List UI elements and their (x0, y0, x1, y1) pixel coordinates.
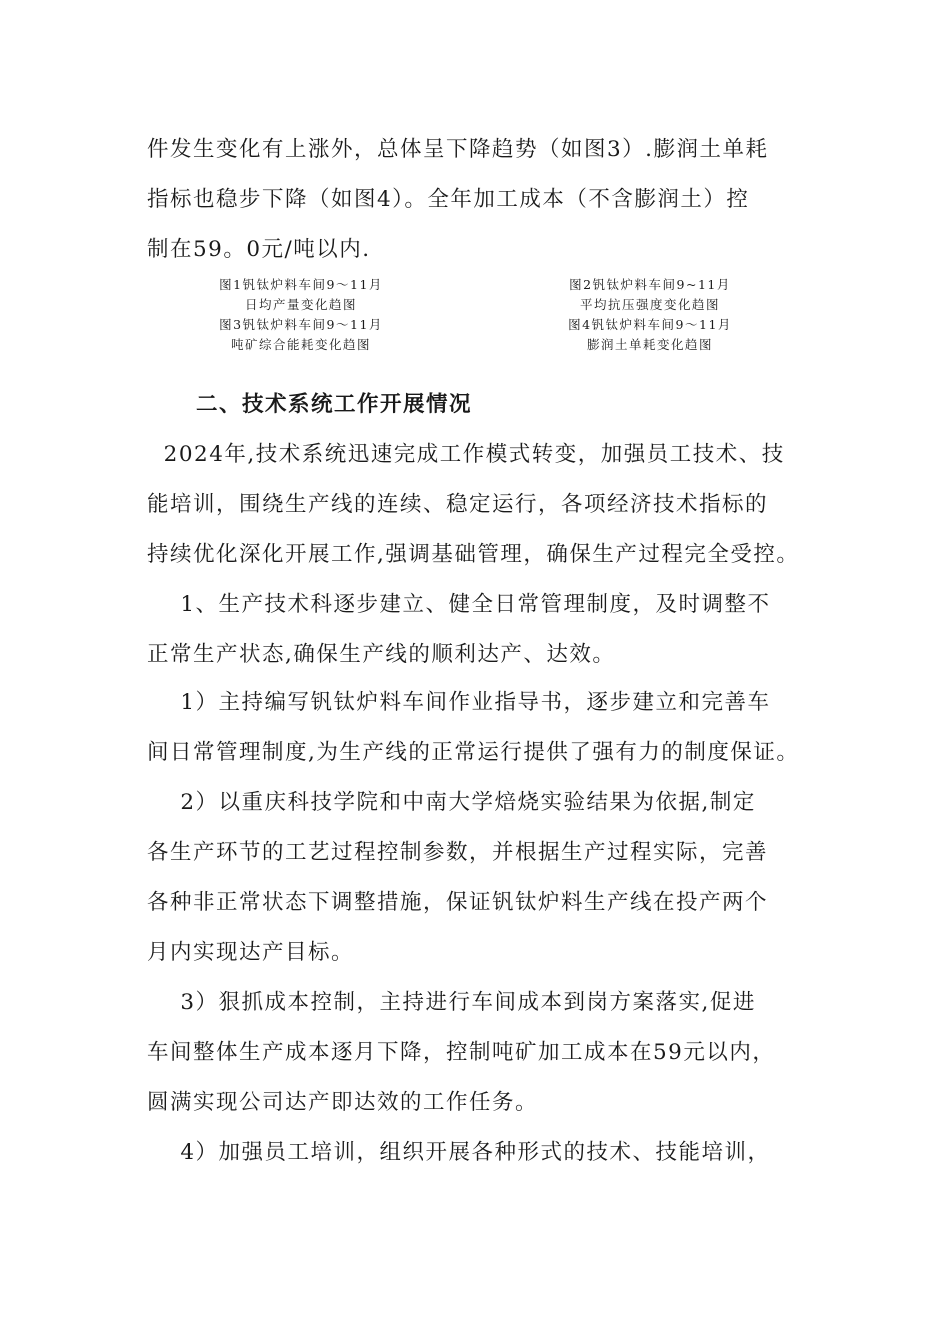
body-line-4: 1、生产技术科逐步建立、健全日常管理制度，及时调整不 (147, 592, 771, 617)
figure-4-caption-line-1: 图4钒钛炉料车间9～11月 (568, 317, 732, 332)
body-line-9: 各生产环节的工艺过程控制参数，并根据生产过程实际，完善 (147, 840, 769, 865)
intro-line-2: 指标也稳步下降（如图4）。全年加工成本（不含膨润土）控 (147, 187, 750, 212)
figure-4-caption-line-2: 膨润土单耗变化趋图 (586, 337, 713, 352)
body-line-13: 车间整体生产成本逐月下降，控制吨矿加工成本在59元以内， (147, 1040, 776, 1065)
intro-line-3: 制在59。0元/吨以内. (147, 237, 371, 262)
figure-1-caption-line-1: 图1钒钛炉料车间9～11月 (219, 277, 383, 292)
body-line-11: 月内实现达产目标。 (147, 940, 355, 965)
figure-2-caption-line-1: 图2钒钛炉料车间9~11月 (569, 277, 731, 292)
body-line-5: 正常生产状态,确保生产线的顺利达产、达效。 (147, 642, 616, 667)
body-line-6: 1）主持编写钒钛炉料车间作业指导书，逐步建立和完善车 (147, 690, 771, 715)
body-line-10: 各种非正常状态下调整措施，保证钒钛炉料生产线在投产两个 (147, 890, 769, 915)
body-line-15: 4）加强员工培训，组织开展各种形式的技术、技能培训， (147, 1140, 771, 1165)
figure-1-caption-line-2: 日均产量变化趋图 (244, 297, 357, 312)
body-line-2: 能培训，围绕生产线的连续、稳定运行，各项经济技术指标的 (147, 492, 769, 517)
body-line-12: 3）狠抓成本控制，主持进行车间成本到岗方案落实,促进 (147, 990, 756, 1015)
figure-3-caption-line-1: 图3钒钛炉料车间9～11月 (219, 317, 383, 332)
figure-2-caption-line-2: 平均抗压强度变化趋图 (579, 297, 720, 312)
body-line-1: 2024年,技术系统迅速完成工作模式转变，加强员工技术、技 (147, 442, 785, 467)
section-heading: 二、技术系统工作开展情况 (196, 392, 473, 417)
figure-3-caption-line-2: 吨矿综合能耗变化趋图 (230, 337, 371, 352)
body-line-3: 持续优化深化开展工作,强调基础管理，确保生产过程完全受控。 (147, 542, 800, 567)
body-line-8: 2）以重庆科技学院和中南大学焙烧实验结果为依据,制定 (147, 790, 756, 815)
body-line-14: 圆满实现公司达产即达效的工作任务。 (147, 1090, 539, 1115)
body-line-7: 间日常管理制度,为生产线的正常运行提供了强有力的制度保证。 (147, 740, 800, 765)
intro-line-1: 件发生变化有上涨外，总体呈下降趋势（如图3）.膨润土单耗 (147, 137, 769, 162)
